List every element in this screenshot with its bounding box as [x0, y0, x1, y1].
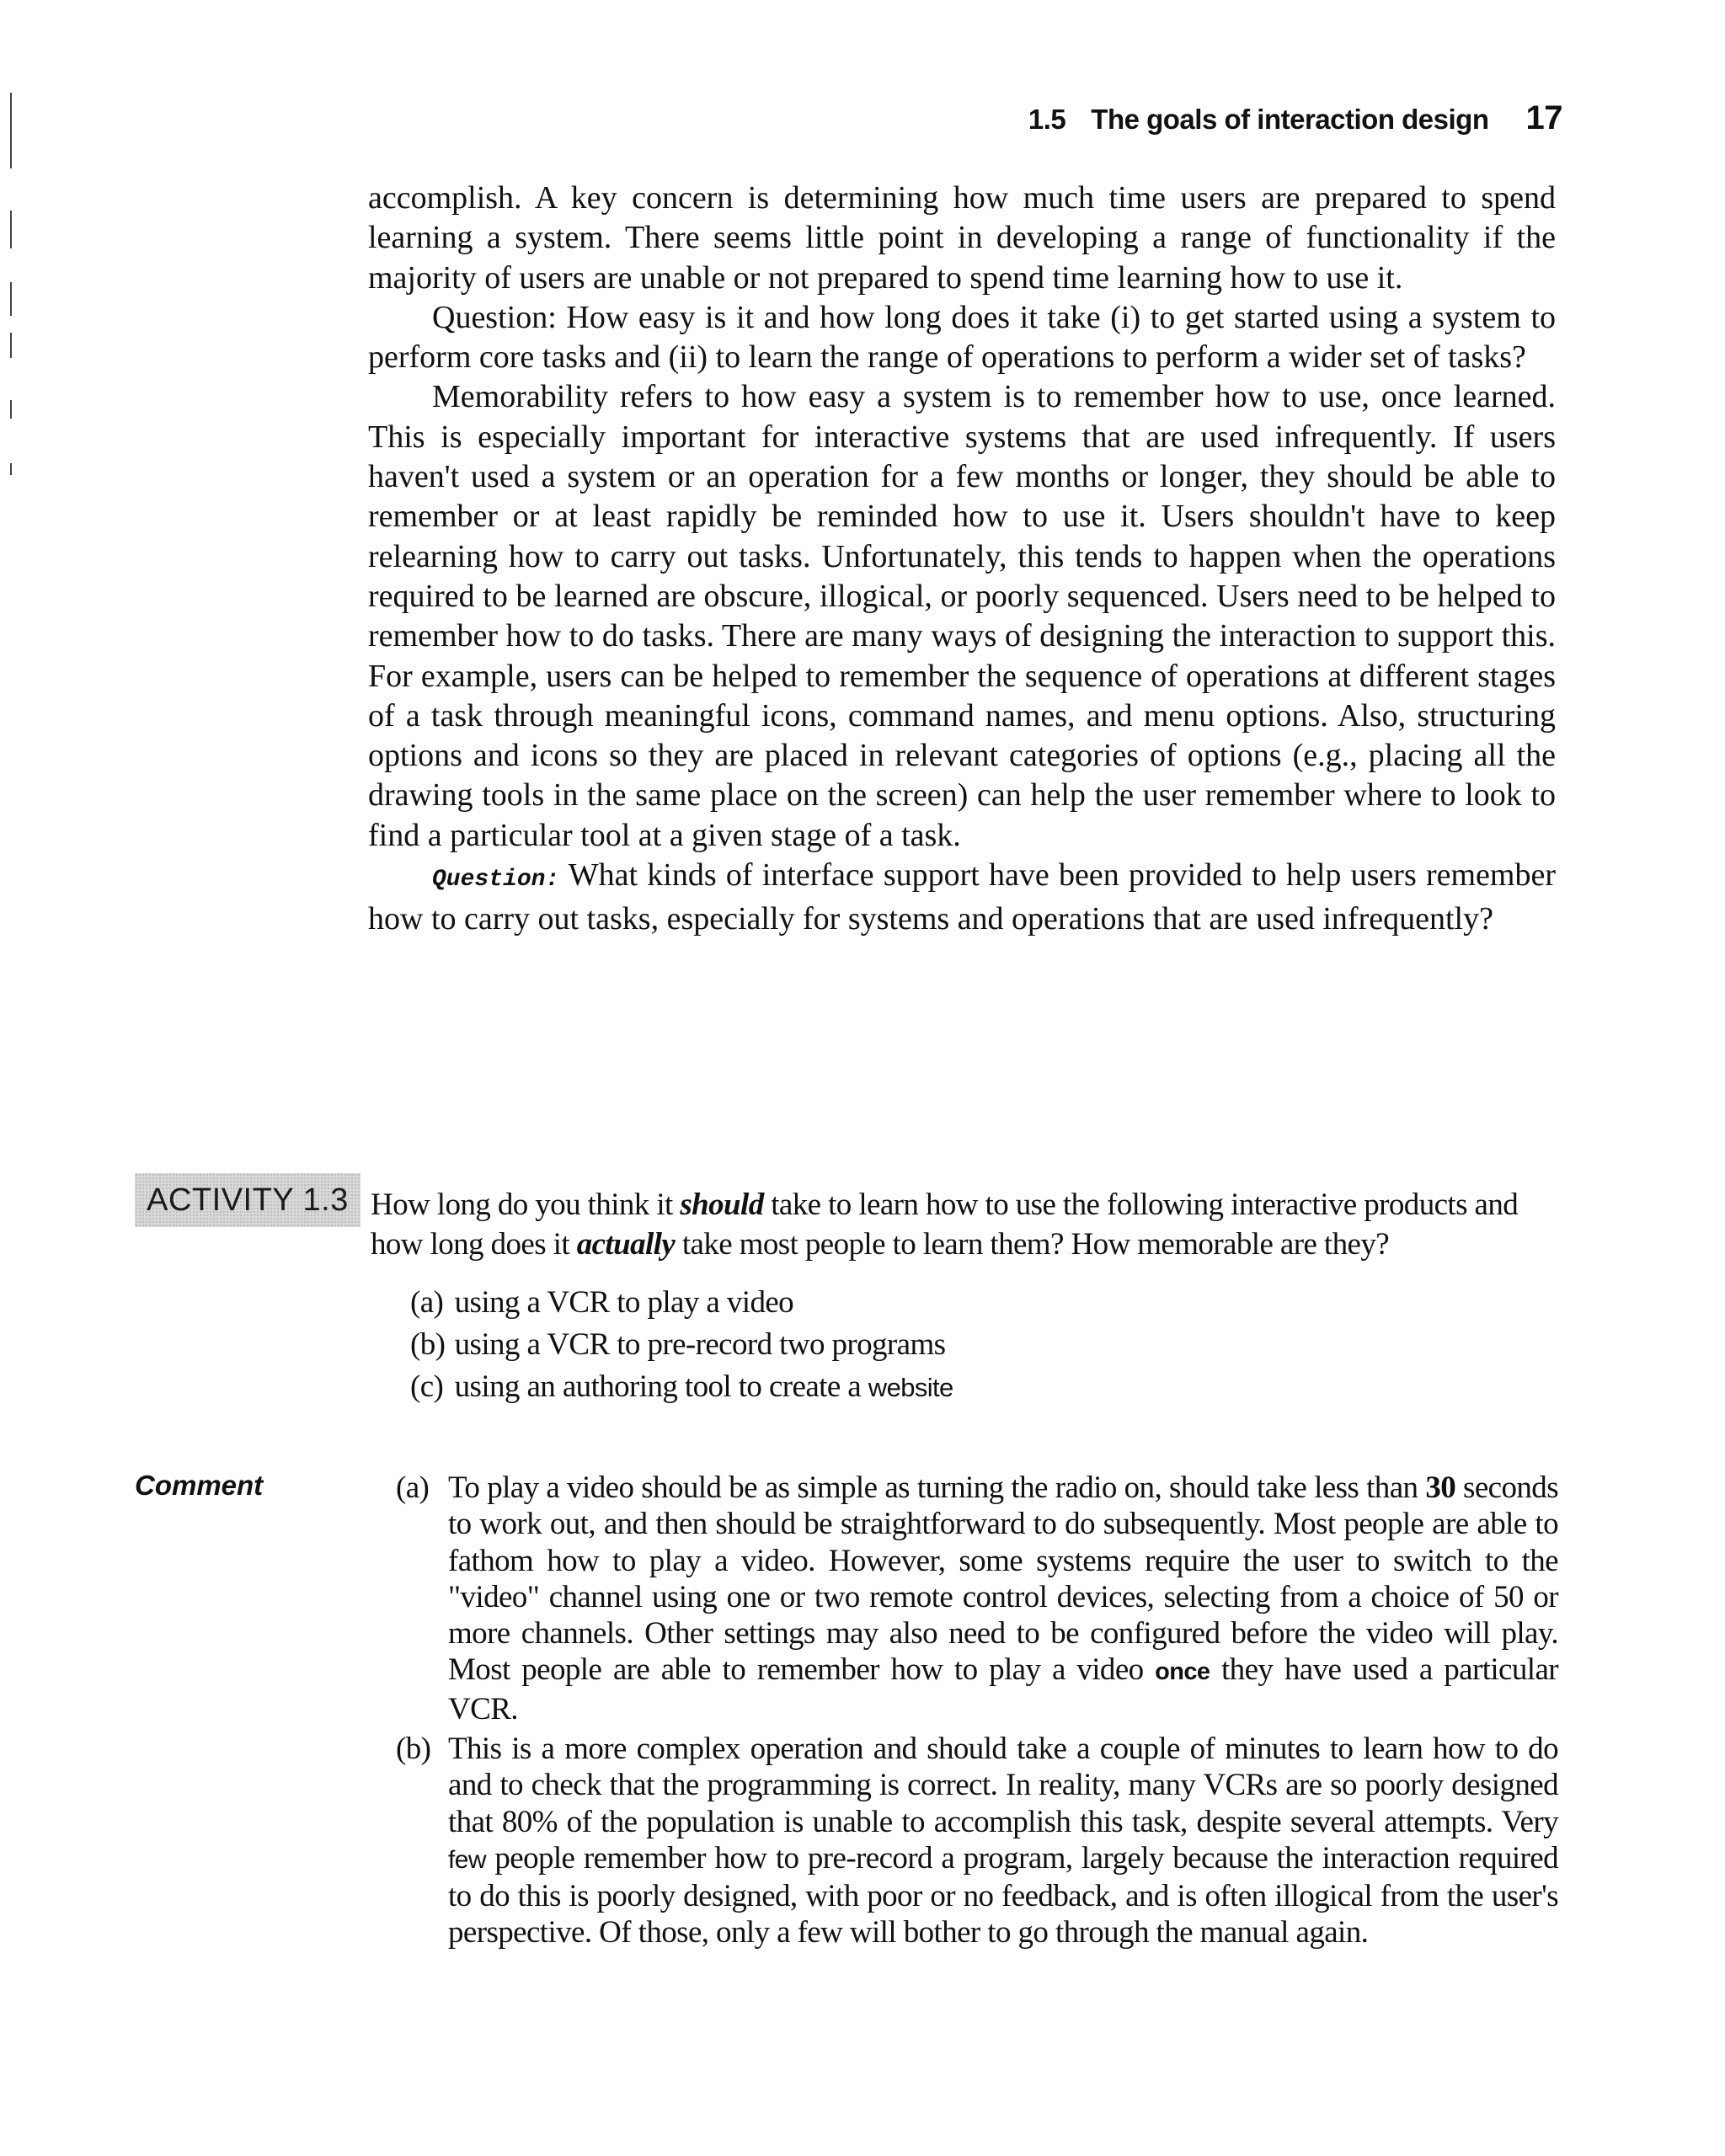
activity-label: ACTIVITY 1.3 [135, 1173, 360, 1227]
paragraph-question [368, 856, 1556, 940]
activity-emphasis-actually: actually [576, 1227, 676, 1262]
list-marker: (a) [410, 1285, 444, 1320]
section-number: 1.5 [1028, 104, 1066, 135]
scan-mark [10, 400, 12, 419]
activity-intro-part: How long do you think it [371, 1187, 673, 1222]
paragraph-1: accomplish. A key concern is determining how much time users are prepared to spend learning a system. There seems little point in developing a range of functionality if the majority of users are unable or not prepared to spend time learning how to use it. [368, 180, 1556, 296]
list-item [410, 1366, 1556, 1409]
scan-mark [10, 282, 12, 316]
body-text [368, 179, 1556, 940]
comment-word-few: few [448, 1845, 486, 1874]
paragraph-memorability: Memorability refers to how easy a system is to remember how to use, once learned. This is especially important for interactive systems that are used infrequently. If users haven't used a system or an operation for a few months or longer, they should be able to remember or at least rapidly be reminded how to use it. Users shouldn't have to keep relearning how to carry out tasks. Unfortunately, this tends to happen when the operations required to be learned are obscure, illogical, or poorly sequenced. Users need to be helped to remember how to do tasks. There are many ways of designing the interaction to support this. For example, users can be helped to remember the sequence of operations at different stages of a task through meaningful icons, command names, and menu options. Also, structuring options and icons so they are placed in relevant categories of options (e.g., placing all the drawing tools in the same place on the screen) can help the user remember where to look to find a particular tool at a given stage of a task. [368, 379, 1556, 853]
activity-intro-part: take to learn how to use the following interactive products and how long does it [371, 1187, 1519, 1262]
scan-mark [10, 93, 12, 168]
comment-text-part: This is a more complex operation and should take a couple of minutes to learn how to do and to check that the programming is correct. In reality, many VCRs are so poorly designed that 80% of the population is unable to accomplish this task, despite several attempts. Very [448, 1732, 1558, 1839]
activity-intro-part: take most people to learn them? How memorable are they? [681, 1227, 1390, 1262]
comment-text [448, 1470, 1558, 1727]
scan-mark [10, 463, 12, 475]
comment-item-a [396, 1470, 1558, 1727]
scan-mark [10, 211, 12, 248]
activity-list [410, 1282, 1556, 1409]
question-text: What kinds of interface support have been provided to help users remember how to carry out tasks, especially for systems and operations that are used infrequently? [368, 857, 1556, 937]
comment-text-part: To play a video should be as simple as turning the radio on, should take less than [448, 1470, 1418, 1505]
comment-marker: (a) [396, 1470, 430, 1505]
activity-emphasis-should: should [680, 1187, 764, 1222]
list-item-text: using a VCR to play a video [454, 1285, 794, 1320]
comment-text-part: they have used a particular VCR. [448, 1652, 1559, 1726]
comment-text [448, 1731, 1558, 1951]
page-number: 17 [1525, 99, 1562, 136]
scan-mark [10, 333, 12, 358]
list-item-text: using an authoring tool to create a [454, 1369, 862, 1404]
activity-intro [371, 1185, 1558, 1264]
paragraph-2: Question: How easy is it and how long does it take (i) to get started using a system to perform core tasks and (ii) to learn the range of operations to perform a wider set of tasks? [368, 299, 1556, 376]
list-item-text-end: website [868, 1373, 953, 1402]
comment-label: Comment [135, 1470, 264, 1501]
list-marker: (c) [410, 1369, 444, 1404]
section-title: The goals of interaction design [1091, 104, 1489, 135]
list-item [410, 1282, 1556, 1324]
comment-text-part: people remember how to pre-record a program, largely because the interaction required to do this is poorly designed, with poor or no feedback, and is often illogical from the user's perspective. Of those, only a few will bother to go through the manual again. [448, 1840, 1558, 1951]
question-label: Question: [432, 867, 560, 894]
list-marker: (b) [410, 1327, 446, 1362]
list-item-text: using a VCR to pre-record two programs [454, 1327, 946, 1362]
comment-item-b [396, 1731, 1558, 1951]
comment-word-once: once [1155, 1658, 1210, 1686]
list-item [410, 1324, 1556, 1366]
comment-text-part: seconds to work out, and then should be straightforward to do subsequently. Most people are able to fathom how to play a video. However, some systems require the user to switch to the "video" channel using one or two remote control devices, selecting from a choice of 50 or more channels. Other settings may also need to be configured before the video will play. Most people are able to remember how to play a video [448, 1470, 1558, 1688]
comment-bold-number: 30 [1425, 1470, 1456, 1505]
running-head [927, 99, 1562, 137]
comment-marker: (b) [396, 1732, 431, 1766]
